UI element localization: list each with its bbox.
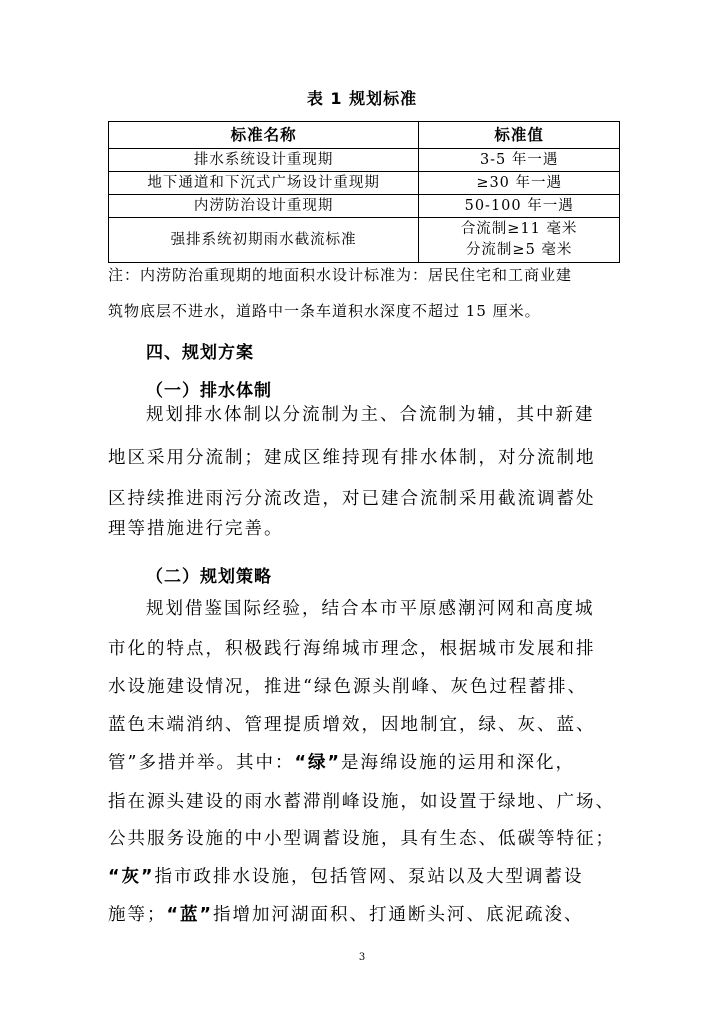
- cell-name: 地下通道和下沉式广场设计重现期: [109, 172, 419, 195]
- header-standard-name: 标准名称: [109, 122, 419, 149]
- body-line: 公共服务设施的中小型调蓄设施，具有生态、低碳等特征；: [108, 829, 615, 849]
- subsection-heading: （一）排水体制: [146, 381, 272, 401]
- bold-term-blue: “蓝”: [166, 905, 214, 925]
- body-text: 指增加河湖面积、打通断头河、底泥疏浚、: [213, 905, 584, 925]
- table-row: [109, 149, 620, 172]
- body-text: 是海绵设施的运用和深化，: [340, 753, 575, 773]
- table-row: [109, 172, 620, 195]
- body-line: 规划排水体制以分流制为主、合流制为辅，其中新建: [146, 405, 595, 425]
- table-caption: 表 1 规划标准: [306, 89, 418, 108]
- table-row: [109, 195, 620, 218]
- cell-value-line: 合流制≥11 毫米: [460, 221, 578, 237]
- bold-term-grey: “灰”: [108, 867, 155, 887]
- body-line: 蓝色末端消纳、管理提质增效，因地制宜，绿、灰、蓝、: [108, 715, 596, 735]
- cell-name: 强排系统初期雨水截流标准: [109, 218, 419, 263]
- table-row: [109, 218, 620, 263]
- body-line: 理等措施进行完善。: [108, 519, 284, 539]
- cell-value: 50-100 年一遇: [419, 195, 620, 218]
- body-line: [108, 903, 584, 927]
- body-text: 管”多措并举。其中：: [108, 753, 295, 773]
- body-line: 市化的特点，积极践行海绵城市理念，根据城市发展和排: [108, 639, 596, 659]
- page-number: 3: [358, 952, 366, 963]
- cell-value-line: 分流制≥5 毫米: [465, 242, 573, 258]
- body-text: 指市政排水设施，包括管网、泵站以及大型调蓄设: [154, 867, 584, 887]
- body-line: 指在源头建设的雨水蓄滞削峰设施，如设置于绿地、广场、: [108, 792, 615, 812]
- body-line: 地区采用分流制；建成区维持现有排水体制，对分流制地: [108, 448, 596, 468]
- cell-name: 排水系统设计重现期: [109, 149, 419, 172]
- header-standard-value: 标准值: [419, 122, 620, 149]
- cell-name: 内涝防治设计重现期: [109, 195, 419, 218]
- table-note-line: 筑物底层不进水，道路中一条车道积水深度不超过 15 厘米。: [108, 302, 541, 320]
- section-heading: 四、规划方案: [146, 343, 254, 363]
- body-line: 区持续推进雨污分流改造，对已建合流制采用截流调蓄处: [108, 489, 596, 509]
- cell-value: [419, 218, 620, 263]
- body-text: 施等；: [108, 905, 167, 925]
- bold-term-green: “绿”: [294, 753, 341, 773]
- subsection-heading: （二）规划策略: [146, 567, 272, 587]
- body-line: [108, 865, 584, 889]
- body-line: [108, 751, 575, 775]
- cell-value: ≥30 年一遇: [419, 172, 620, 195]
- body-line: 规划借鉴国际经验，结合本市平原感潮河网和高度城: [146, 599, 595, 619]
- cell-value: 3-5 年一遇: [419, 149, 620, 172]
- table-note-line: 注：内涝防治重现期的地面积水设计标准为：居民住宅和工商业建: [108, 266, 573, 284]
- standards-table: [108, 121, 620, 263]
- table-header-row: [109, 122, 620, 149]
- body-line: 水设施建设情况，推进“绿色源头削峰、灰色过程蓄排、: [108, 677, 587, 697]
